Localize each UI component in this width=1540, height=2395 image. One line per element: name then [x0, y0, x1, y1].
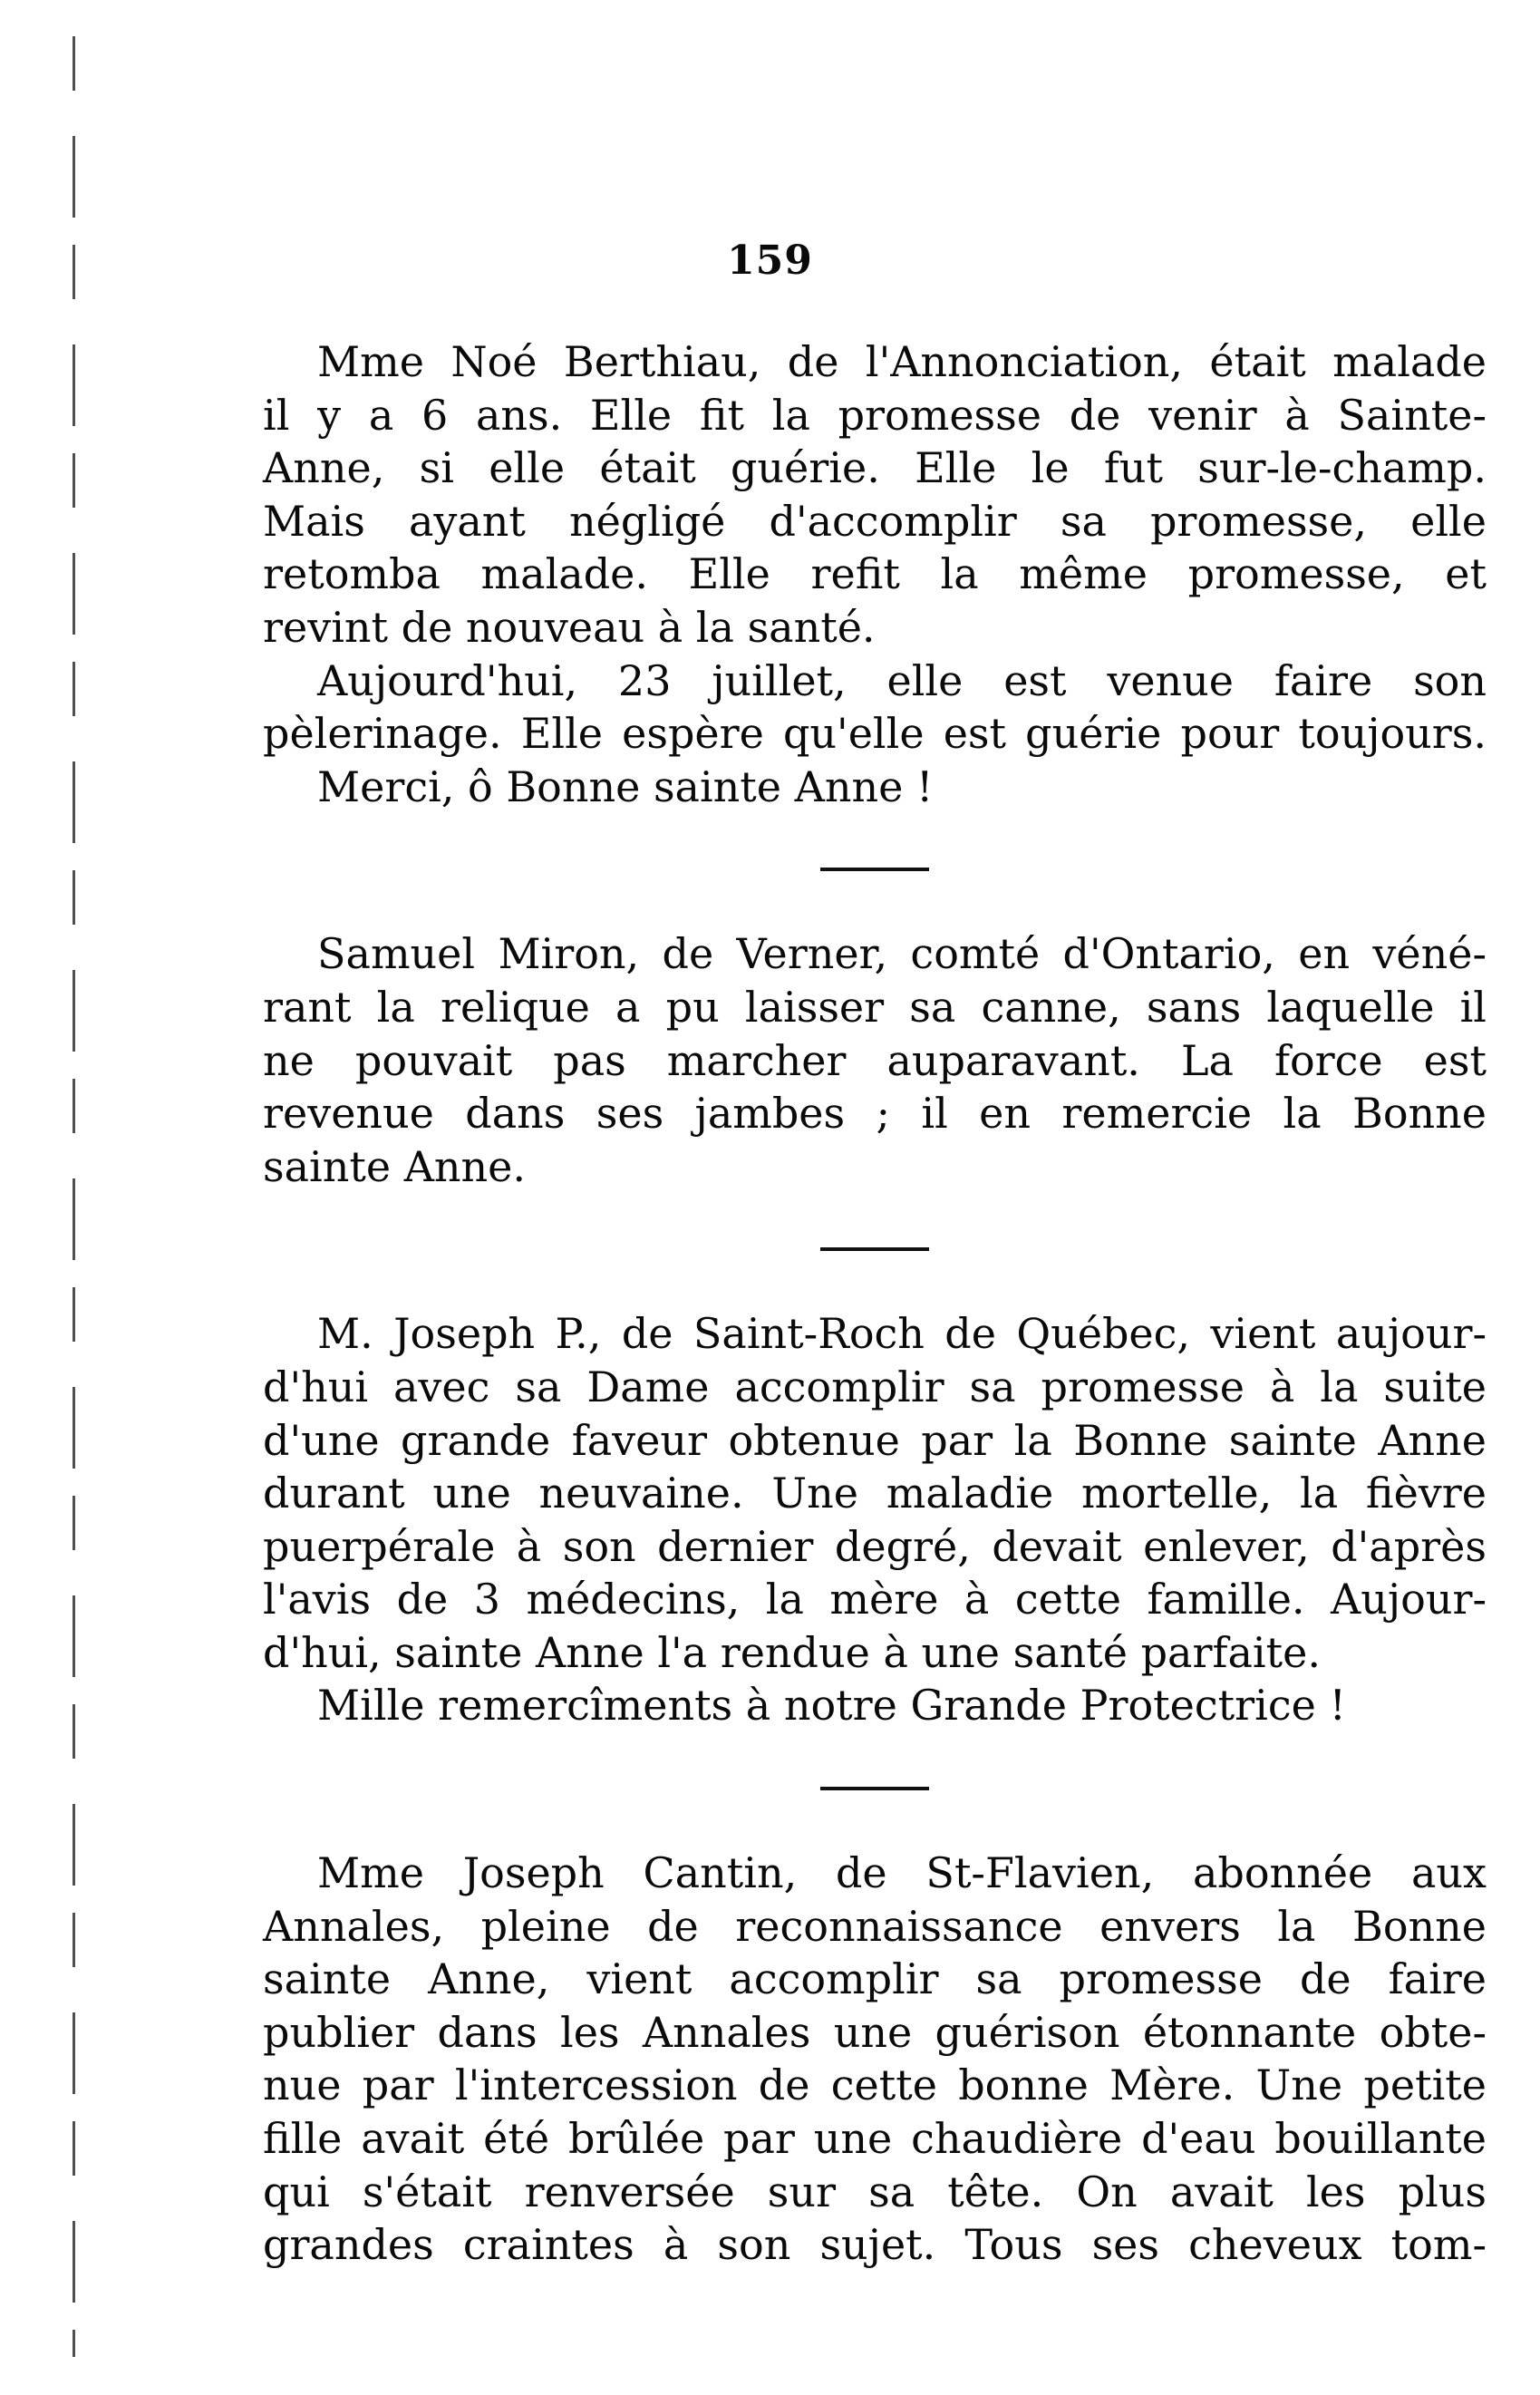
text-line: revint de nouveau à la santé. — [263, 602, 876, 652]
text-line: M. Joseph P., de Saint-Roch de Québec, vient aujour- — [317, 1309, 1487, 1359]
text-line: publier dans les Annales une guérison étonnante obte- — [263, 2007, 1487, 2057]
text-line: d'une grande faveur obtenue par la Bonne sainte Anne — [263, 1415, 1487, 1465]
testimony-entry-joseph-p — [263, 1307, 1487, 1732]
text-line: rant la relique a pu laisser sa canne, sans laquelle il — [263, 982, 1487, 1032]
testimony-entry-berthiau — [263, 335, 1487, 813]
text-line: revenue dans ses jambes ; il en remercie la Bonne — [263, 1089, 1487, 1139]
text-line: Merci, ô Bonne sainte Anne ! — [317, 761, 934, 811]
text-line: nue par l'intercession de cette bonne Mère. Une petite — [263, 2060, 1487, 2110]
text-line: puerpérale à son dernier degré, devait enlever, d'après — [263, 1521, 1487, 1571]
text-line: Mais ayant négligé d'accomplir sa promesse, elle — [263, 496, 1487, 546]
section-separator — [820, 1787, 929, 1790]
text-line: Aujourd'hui, 23 juillet, elle est venue faire son — [317, 655, 1487, 705]
text-line: il y a 6 ans. Elle fit la promesse de venir à Sainte- — [263, 390, 1487, 440]
text-line: Mille remercîments à notre Grande Protectrice ! — [317, 1681, 1346, 1731]
text-line: d'hui avec sa Dame accomplir sa promesse à la suite — [263, 1362, 1487, 1411]
page-number: 159 — [727, 238, 813, 284]
text-line: Mme Noé Berthiau, de l'Annonciation, était malade — [317, 337, 1487, 386]
binding-edge-line — [73, 36, 75, 2357]
text-line: qui s'était renversée sur sa tête. On avait les plus — [263, 2167, 1487, 2216]
section-separator — [820, 868, 929, 871]
testimony-entry-cantin — [263, 1847, 1487, 2272]
body-text — [263, 335, 1487, 2272]
text-line: Annales, pleine de reconnaissance envers la Bonne — [263, 1901, 1487, 1951]
text-line: Samuel Miron, de Verner, comté d'Ontario, en véné- — [317, 929, 1487, 979]
text-line: Anne, si elle était guérie. Elle le fut sur-le-champ. — [263, 443, 1487, 493]
text-line: sainte Anne. — [263, 1141, 527, 1191]
text-line: d'hui, sainte Anne l'a rendue à une santé parfaite. — [263, 1627, 1321, 1677]
text-line: fille avait été brûlée par une chaudière d'eau bouillante — [263, 2114, 1487, 2164]
text-line: durant une neuvaine. Une maladie mortelle, la fièvre — [263, 1469, 1487, 1518]
text-line: Mme Joseph Cantin, de St-Flavien, abonnée aux — [317, 1848, 1487, 1898]
text-line: l'avis de 3 médecins, la mère à cette famille. Aujour- — [263, 1575, 1487, 1624]
testimony-entry-miron — [263, 927, 1487, 1193]
text-line: pèlerinage. Elle espère qu'elle est guérie pour toujours. — [263, 709, 1487, 759]
text-line: retomba malade. Elle refit la même promesse, et — [263, 549, 1487, 599]
text-line: ne pouvait pas marcher auparavant. La force est — [263, 1035, 1487, 1085]
text-line: sainte Anne, vient accomplir sa promesse de faire — [263, 1954, 1487, 2004]
section-separator — [820, 1247, 929, 1251]
text-line: grandes craintes à son sujet. Tous ses cheveux tom- — [263, 2220, 1487, 2270]
